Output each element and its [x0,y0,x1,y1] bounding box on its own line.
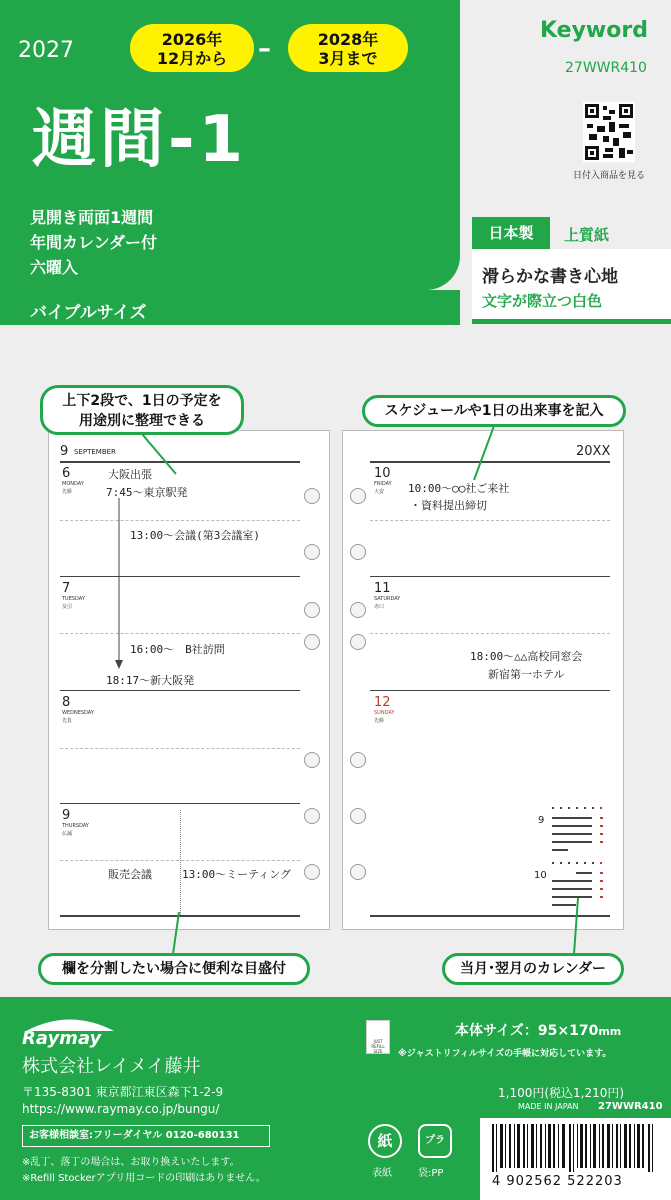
binder-hole [304,488,320,504]
paper-feature-white: 文字が際立つ白色 [482,292,603,310]
replacement-note: ※乱丁、落丁の場合は、お取り換えいたします。 [22,1157,240,1168]
week-header-line [60,461,300,463]
body-size-value: 本体サイズ：95×170 [455,1023,599,1039]
mini-calendar-month: 9 [538,815,545,826]
day-number: 7 [62,581,71,596]
qr-code-icon[interactable] [583,102,635,162]
company-address: 〒135-8301 東京都江東区森下1-2-9 [22,1085,224,1099]
day-name: SUNDAY [374,710,395,716]
day-line [60,576,300,577]
barcode-icon [492,1124,662,1172]
day-line [370,576,610,577]
just-refill-icon [366,1020,390,1054]
month-number: 9 [60,444,69,459]
year-label: 2027 [18,38,74,63]
note-text: 18:00〜△△高校同窓会 [470,650,583,663]
period-start-year: 2026年 [161,30,223,49]
qr-caption: 日付入商品を見る [573,171,646,181]
day-rokuyo: 先勝 [62,489,73,495]
binder-hole [304,602,320,618]
callout-two-tier [40,385,244,435]
feature-2: 年間カレンダー付 [30,233,157,252]
note-text: 13:00〜ミーティング [182,868,292,881]
binder-hole [304,634,320,650]
arrow-down-icon [114,498,124,670]
note-text: ・資料提出締切 [410,499,487,512]
day-name: MONDAY [62,481,84,487]
refill-icon-text: JUST [373,1039,383,1044]
day-number: 11 [374,581,391,596]
day-rokuyo: 赤口 [374,604,385,610]
day-number: 10 [374,466,391,481]
note-text: 13:00〜会議(第3会議室) [130,529,260,542]
note-text: 販売会議 [108,868,152,881]
day-rokuyo: 先負 [62,718,73,724]
refill-icon-text: REFILL [371,1044,385,1049]
binder-hole [304,752,320,768]
mini-calendar-month: 10 [534,870,547,881]
binder-hole [350,544,366,560]
callout-pointer [568,898,588,954]
half-divider [60,633,300,634]
callout-line: 上下2段で、1日の予定を [62,393,222,409]
price: 1,100円(税込1,210円) [498,1086,625,1100]
binder-hole [350,634,366,650]
period-start-badge [130,24,254,72]
day-number: 9 [62,808,71,823]
plastic-recycle-label: 袋:PP [418,1168,444,1179]
month-name: SEPTEMBER [74,448,116,456]
day-name: WEDNESDAY [62,710,94,716]
day-rokuyo: 友引 [62,604,73,610]
day-name: FRIDAY [374,481,392,487]
body-size-unit: mm [598,1025,622,1038]
made-in-japan-badge: 日本製 [472,217,550,249]
company-logo: Raymay [22,1028,102,1049]
barcode-number: 4 902562 522203 [492,1174,623,1189]
refill-icon-text: SIZE [373,1049,383,1054]
plastic-recycle-icon: プラ [418,1124,452,1158]
binder-hole [350,808,366,824]
feature-1: 見開き両面1週間 [30,208,154,227]
half-divider [370,520,610,521]
made-in-japan: MADE IN JAPAN [518,1102,579,1111]
day-name: TUESDAY [62,596,85,602]
note-text: 16:00〜 B社訪問 [130,643,225,656]
binder-hole [350,602,366,618]
note-text: 新宿第一ホテル [488,668,565,681]
period-dash: – [258,34,271,64]
half-divider [60,520,300,521]
binder-hole [350,864,366,880]
callout-pointer [165,912,185,954]
callout-pointer [140,434,180,476]
day-rokuyo: 先勝 [374,718,385,724]
day-rokuyo: 大安 [374,489,385,495]
binder-hole [304,864,320,880]
just-refill-note: ※ジャストリフィルサイズの手帳に対応しています。 [398,1049,612,1059]
mini-calendar-grid-icon [551,805,609,855]
callout-scale: 欄を分割したい場合に便利な目盛付 [38,953,310,985]
half-divider [370,633,610,634]
binder-hole [350,488,366,504]
product-title: 週間-1 [32,103,248,177]
binder-hole [304,544,320,560]
day-number-sunday: 12 [374,695,391,710]
day-line [60,803,300,804]
year-label: 20XX [576,444,611,459]
product-code: 27WWR410 [565,60,647,76]
customer-support-box: お客様相談室:フリーダイヤル 0120-680131 [22,1125,270,1147]
note-text: 10:00〜◯◯社ご来社 [408,482,510,495]
day-line [60,690,300,691]
paper-recycle-label: 表紙 [372,1168,392,1179]
day-name: SATURDAY [374,596,401,602]
period-end-badge [288,24,408,72]
period-end-month: 3月まで [318,49,378,68]
callout-calendar: 当月･翌月のカレンダー [442,953,624,985]
day-line [370,690,610,691]
half-divider [60,748,300,749]
binder-hole [304,808,320,824]
callout-schedule: スケジュールや1日の出来事を記入 [362,395,626,427]
paper-feature-smooth: 滑らかな書き心地 [482,267,618,287]
day-name: THURSDAY [62,823,89,829]
paper-recycle-icon: 紙 [368,1124,402,1158]
binder-hole [350,752,366,768]
note-text: 7:45〜東京駅発 [106,486,188,499]
note-text: 18:17〜新大阪発 [106,674,195,687]
company-name: 株式会社レイメイ藤井 [22,1056,201,1077]
note-text: 大阪出張 [108,468,152,481]
body-size [455,1020,621,1040]
footer-product-code: 27WWR410 [598,1101,663,1112]
day-number: 8 [62,695,71,710]
day-rokuyo: 仏滅 [62,831,73,837]
brand-logo: Keyword [540,18,648,43]
period-end-year: 2028年 [317,30,379,49]
app-note: ※Refill Stockerアプリ用コードの印刷はありません。 [22,1173,266,1184]
paper-type: 上質紙 [564,226,610,244]
callout-line: 用途別に整理できる [79,413,205,429]
size-label: バイブルサイズ [30,303,147,323]
scale-divider [180,810,181,915]
callout-pointer [470,426,500,482]
period-start-month: 12月から [156,49,228,68]
company-url[interactable]: https://www.raymay.co.jp/bungu/ [22,1102,220,1116]
day-number: 6 [62,466,71,481]
feature-3: 六曜入 [30,258,79,277]
